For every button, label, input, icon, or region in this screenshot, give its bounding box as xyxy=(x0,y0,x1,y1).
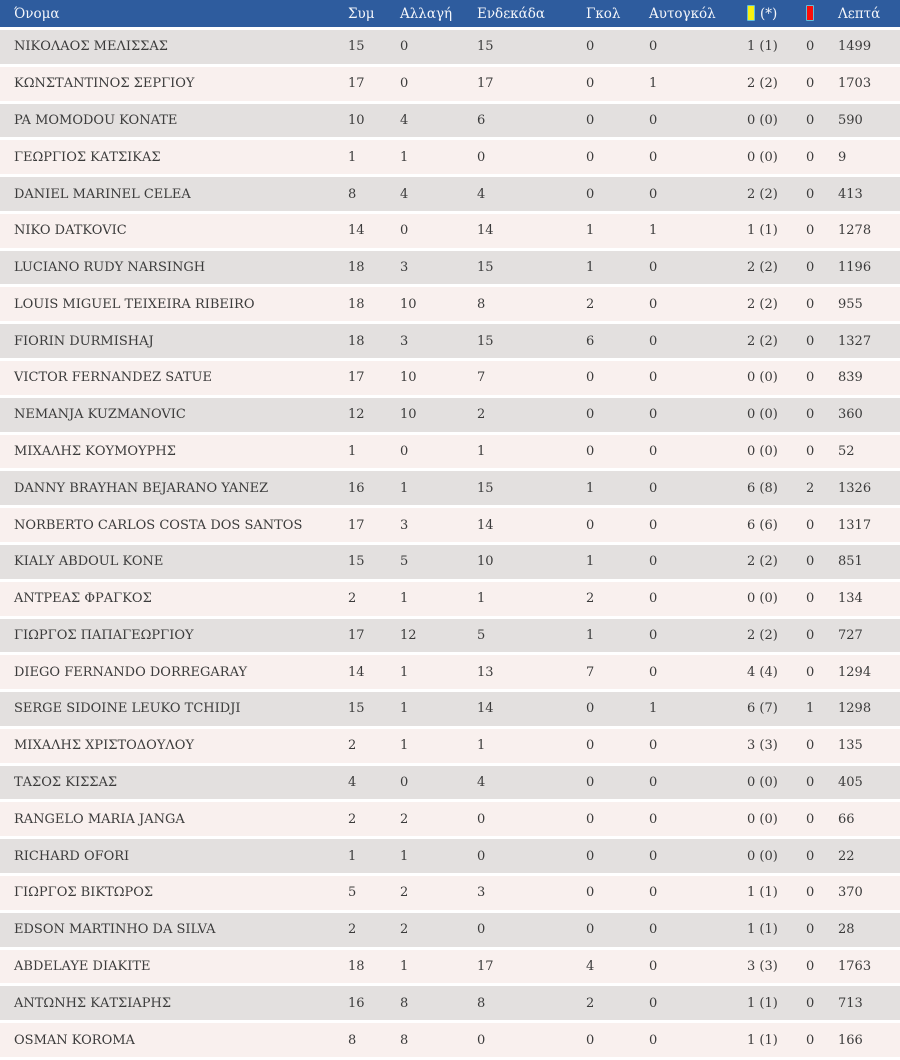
own-goals-value: 0 xyxy=(641,30,739,67)
appearances-value: 17 xyxy=(340,361,392,398)
yellow-cards-value: 6 (6) xyxy=(739,508,798,545)
red-cards-value: 0 xyxy=(798,582,830,619)
minutes-value: 1298 xyxy=(830,692,900,729)
minutes-value: 22 xyxy=(830,839,900,876)
starting-eleven-value: 15 xyxy=(469,324,578,361)
player-name[interactable]: EDSON MARTINHO DA SILVA xyxy=(0,913,340,950)
minutes-value: 1499 xyxy=(830,30,900,67)
player-row xyxy=(0,398,900,435)
red-cards-value: 2 xyxy=(798,471,830,508)
player-row xyxy=(0,802,900,839)
substitutions-value: 1 xyxy=(392,471,469,508)
own-goals-value: 0 xyxy=(641,876,739,913)
player-name[interactable]: DANNY BRAYHAN BEJARANO YANEZ xyxy=(0,471,340,508)
goals-value: 0 xyxy=(578,729,641,766)
yellow-cards-value: 0 (0) xyxy=(739,839,798,876)
column-header-substitutions: Αλλαγή xyxy=(392,0,469,30)
player-name[interactable]: NIKO DATKOVIC xyxy=(0,214,340,251)
player-row xyxy=(0,140,900,177)
minutes-value: 1196 xyxy=(830,251,900,288)
own-goals-value: 0 xyxy=(641,582,739,619)
player-row xyxy=(0,655,900,692)
yellow-cards-value: 3 (3) xyxy=(739,950,798,987)
red-cards-value: 0 xyxy=(798,435,830,472)
column-header-starting-eleven: Ενδεκάδα xyxy=(469,0,578,30)
player-name[interactable]: ΜΙΧΑΛΗΣ ΚΟΥΜΟΥΡΗΣ xyxy=(0,435,340,472)
own-goals-value: 0 xyxy=(641,104,739,141)
player-row xyxy=(0,692,900,729)
starting-eleven-value: 1 xyxy=(469,582,578,619)
goals-value: 0 xyxy=(578,67,641,104)
appearances-value: 1 xyxy=(340,140,392,177)
starting-eleven-value: 0 xyxy=(469,913,578,950)
player-row xyxy=(0,471,900,508)
player-name[interactable]: DANIEL MARINEL CELEA xyxy=(0,177,340,214)
player-name[interactable]: KIALY ABDOUL KONE xyxy=(0,545,340,582)
substitutions-value: 1 xyxy=(392,655,469,692)
player-row xyxy=(0,766,900,803)
red-cards-value: 0 xyxy=(798,950,830,987)
player-name[interactable]: ΓΙΩΡΓΟΣ ΠΑΠΑΓΕΩΡΓΙΟΥ xyxy=(0,619,340,656)
minutes-value: 413 xyxy=(830,177,900,214)
yellow-cards-value: 2 (2) xyxy=(739,545,798,582)
substitutions-value: 12 xyxy=(392,619,469,656)
own-goals-value: 0 xyxy=(641,324,739,361)
substitutions-value: 0 xyxy=(392,214,469,251)
red-cards-value: 0 xyxy=(798,361,830,398)
red-cards-value: 0 xyxy=(798,104,830,141)
goals-value: 0 xyxy=(578,802,641,839)
starting-eleven-value: 17 xyxy=(469,950,578,987)
yellow-cards-value: 1 (1) xyxy=(739,913,798,950)
own-goals-value: 0 xyxy=(641,398,739,435)
player-name[interactable]: ΚΩΝΣΤΑΝΤΙΝΟΣ ΣΕΡΓΙΟΥ xyxy=(0,67,340,104)
minutes-value: 405 xyxy=(830,766,900,803)
player-name[interactable]: SERGE SIDOINE LEUKO TCHIDJI xyxy=(0,692,340,729)
column-header-goals: Γκολ xyxy=(578,0,641,30)
substitutions-value: 1 xyxy=(392,729,469,766)
starting-eleven-value: 7 xyxy=(469,361,578,398)
yellow-cards-value: 2 (2) xyxy=(739,619,798,656)
substitutions-value: 5 xyxy=(392,545,469,582)
player-row xyxy=(0,251,900,288)
red-cards-value: 0 xyxy=(798,140,830,177)
own-goals-value: 1 xyxy=(641,214,739,251)
appearances-value: 2 xyxy=(340,913,392,950)
player-row xyxy=(0,508,900,545)
own-goals-value: 0 xyxy=(641,545,739,582)
yellow-cards-value: 1 (1) xyxy=(739,30,798,67)
minutes-value: 1763 xyxy=(830,950,900,987)
substitutions-value: 2 xyxy=(392,876,469,913)
minutes-value: 135 xyxy=(830,729,900,766)
appearances-value: 17 xyxy=(340,508,392,545)
starting-eleven-value: 0 xyxy=(469,802,578,839)
own-goals-value: 0 xyxy=(641,251,739,288)
column-header-name: Όνομα xyxy=(0,0,340,30)
appearances-value: 2 xyxy=(340,802,392,839)
appearances-value: 18 xyxy=(340,287,392,324)
column-header-own-goals: Αυτογκόλ xyxy=(641,0,739,30)
yellow-cards-value: 0 (0) xyxy=(739,582,798,619)
substitutions-value: 10 xyxy=(392,287,469,324)
goals-value: 1 xyxy=(578,214,641,251)
appearances-value: 17 xyxy=(340,619,392,656)
goals-value: 0 xyxy=(578,104,641,141)
player-name[interactable]: VICTOR FERNANDEZ SATUE xyxy=(0,361,340,398)
appearances-value: 16 xyxy=(340,471,392,508)
substitutions-value: 0 xyxy=(392,67,469,104)
substitutions-value: 3 xyxy=(392,324,469,361)
minutes-value: 166 xyxy=(830,1023,900,1060)
goals-value: 7 xyxy=(578,655,641,692)
minutes-value: 9 xyxy=(830,140,900,177)
red-cards-value: 0 xyxy=(798,802,830,839)
player-row xyxy=(0,986,900,1023)
column-header-yellow-cards xyxy=(739,0,798,30)
column-header-appearances: Συμ xyxy=(340,0,392,30)
goals-value: 0 xyxy=(578,692,641,729)
player-row xyxy=(0,177,900,214)
minutes-value: 28 xyxy=(830,913,900,950)
minutes-value: 839 xyxy=(830,361,900,398)
player-name[interactable]: ΜΙΧΑΛΗΣ ΧΡΙΣΤΟΔΟΥΛΟΥ xyxy=(0,729,340,766)
player-row xyxy=(0,545,900,582)
goals-value: 2 xyxy=(578,582,641,619)
appearances-value: 16 xyxy=(340,986,392,1023)
yellow-cards-value: 2 (2) xyxy=(739,287,798,324)
appearances-value: 12 xyxy=(340,398,392,435)
starting-eleven-value: 0 xyxy=(469,1023,578,1060)
column-header-minutes: Λεπτά xyxy=(830,0,900,30)
own-goals-value: 0 xyxy=(641,766,739,803)
player-name[interactable]: NORBERTO CARLOS COSTA DOS SANTOS xyxy=(0,508,340,545)
yellow-card-note: (*) xyxy=(760,6,778,22)
player-row xyxy=(0,1023,900,1060)
own-goals-value: 0 xyxy=(641,508,739,545)
substitutions-value: 1 xyxy=(392,692,469,729)
minutes-value: 851 xyxy=(830,545,900,582)
appearances-value: 15 xyxy=(340,692,392,729)
appearances-value: 14 xyxy=(340,214,392,251)
own-goals-value: 0 xyxy=(641,729,739,766)
substitutions-value: 0 xyxy=(392,30,469,67)
player-row xyxy=(0,287,900,324)
red-cards-value: 0 xyxy=(798,766,830,803)
minutes-value: 66 xyxy=(830,802,900,839)
own-goals-value: 0 xyxy=(641,619,739,656)
own-goals-value: 0 xyxy=(641,361,739,398)
substitutions-value: 0 xyxy=(392,766,469,803)
appearances-value: 8 xyxy=(340,1023,392,1060)
minutes-value: 727 xyxy=(830,619,900,656)
red-cards-value: 0 xyxy=(798,398,830,435)
player-name[interactable]: RANGELO MARIA JANGA xyxy=(0,802,340,839)
starting-eleven-value: 15 xyxy=(469,251,578,288)
appearances-value: 4 xyxy=(340,766,392,803)
red-cards-value: 0 xyxy=(798,1023,830,1060)
player-row xyxy=(0,839,900,876)
red-cards-value: 0 xyxy=(798,251,830,288)
yellow-cards-value: 2 (2) xyxy=(739,67,798,104)
red-cards-value: 0 xyxy=(798,214,830,251)
own-goals-value: 0 xyxy=(641,140,739,177)
red-cards-value: 0 xyxy=(798,30,830,67)
starting-eleven-value: 1 xyxy=(469,435,578,472)
red-cards-value: 0 xyxy=(798,729,830,766)
substitutions-value: 1 xyxy=(392,582,469,619)
starting-eleven-value: 6 xyxy=(469,104,578,141)
own-goals-value: 1 xyxy=(641,67,739,104)
substitutions-value: 1 xyxy=(392,140,469,177)
yellow-cards-value: 1 (1) xyxy=(739,214,798,251)
table-body xyxy=(0,30,900,1060)
own-goals-value: 0 xyxy=(641,986,739,1023)
substitutions-value: 2 xyxy=(392,913,469,950)
yellow-cards-value: 0 (0) xyxy=(739,398,798,435)
minutes-value: 590 xyxy=(830,104,900,141)
goals-value: 0 xyxy=(578,913,641,950)
substitutions-value: 8 xyxy=(392,986,469,1023)
starting-eleven-value: 8 xyxy=(469,287,578,324)
player-row xyxy=(0,361,900,398)
appearances-value: 10 xyxy=(340,104,392,141)
own-goals-value: 0 xyxy=(641,177,739,214)
red-cards-value: 1 xyxy=(798,692,830,729)
red-cards-value: 0 xyxy=(798,986,830,1023)
own-goals-value: 0 xyxy=(641,287,739,324)
appearances-value: 14 xyxy=(340,655,392,692)
minutes-value: 134 xyxy=(830,582,900,619)
substitutions-value: 10 xyxy=(392,361,469,398)
starting-eleven-value: 10 xyxy=(469,545,578,582)
yellow-cards-value: 6 (7) xyxy=(739,692,798,729)
substitutions-value: 0 xyxy=(392,435,469,472)
starting-eleven-value: 17 xyxy=(469,67,578,104)
red-cards-value: 0 xyxy=(798,508,830,545)
player-name[interactable]: DIEGO FERNANDO DORREGARAY xyxy=(0,655,340,692)
starting-eleven-value: 13 xyxy=(469,655,578,692)
starting-eleven-value: 1 xyxy=(469,729,578,766)
yellow-cards-value: 0 (0) xyxy=(739,140,798,177)
own-goals-value: 0 xyxy=(641,655,739,692)
goals-value: 0 xyxy=(578,140,641,177)
yellow-cards-value: 3 (3) xyxy=(739,729,798,766)
starting-eleven-value: 8 xyxy=(469,986,578,1023)
substitutions-value: 3 xyxy=(392,508,469,545)
player-name[interactable]: ΓΙΩΡΓΟΣ ΒΙΚΤΩΡΟΣ xyxy=(0,876,340,913)
appearances-value: 17 xyxy=(340,67,392,104)
yellow-cards-value: 2 (2) xyxy=(739,251,798,288)
goals-value: 0 xyxy=(578,435,641,472)
yellow-cards-value: 2 (2) xyxy=(739,324,798,361)
red-cards-value: 0 xyxy=(798,545,830,582)
own-goals-value: 0 xyxy=(641,1023,739,1060)
minutes-value: 1327 xyxy=(830,324,900,361)
starting-eleven-value: 3 xyxy=(469,876,578,913)
goals-value: 0 xyxy=(578,1023,641,1060)
appearances-value: 15 xyxy=(340,30,392,67)
appearances-value: 1 xyxy=(340,435,392,472)
red-cards-value: 0 xyxy=(798,287,830,324)
red-cards-value: 0 xyxy=(798,876,830,913)
goals-value: 0 xyxy=(578,177,641,214)
appearances-value: 15 xyxy=(340,545,392,582)
starting-eleven-value: 2 xyxy=(469,398,578,435)
substitutions-value: 2 xyxy=(392,802,469,839)
goals-value: 4 xyxy=(578,950,641,987)
goals-value: 0 xyxy=(578,876,641,913)
appearances-value: 1 xyxy=(340,839,392,876)
player-row xyxy=(0,104,900,141)
goals-value: 1 xyxy=(578,251,641,288)
own-goals-value: 1 xyxy=(641,692,739,729)
player-name[interactable]: LUCIANO RUDY NARSINGH xyxy=(0,251,340,288)
yellow-cards-value: 0 (0) xyxy=(739,766,798,803)
player-name[interactable]: ΑΝΤΩΝΗΣ ΚΑΤΣΙΑΡΗΣ xyxy=(0,986,340,1023)
player-name[interactable]: FIORIN DURMISHAJ xyxy=(0,324,340,361)
yellow-cards-value: 1 (1) xyxy=(739,986,798,1023)
appearances-value: 8 xyxy=(340,177,392,214)
substitutions-value: 4 xyxy=(392,104,469,141)
own-goals-value: 0 xyxy=(641,802,739,839)
minutes-value: 955 xyxy=(830,287,900,324)
starting-eleven-value: 4 xyxy=(469,766,578,803)
yellow-cards-value: 1 (1) xyxy=(739,876,798,913)
minutes-value: 1278 xyxy=(830,214,900,251)
yellow-cards-value: 6 (8) xyxy=(739,471,798,508)
goals-value: 1 xyxy=(578,545,641,582)
minutes-value: 370 xyxy=(830,876,900,913)
player-row xyxy=(0,619,900,656)
starting-eleven-value: 15 xyxy=(469,471,578,508)
yellow-cards-value: 0 (0) xyxy=(739,104,798,141)
table-header xyxy=(0,0,900,30)
player-row xyxy=(0,950,900,987)
starting-eleven-value: 14 xyxy=(469,692,578,729)
goals-value: 2 xyxy=(578,287,641,324)
goals-value: 2 xyxy=(578,986,641,1023)
own-goals-value: 0 xyxy=(641,839,739,876)
substitutions-value: 8 xyxy=(392,1023,469,1060)
goals-value: 0 xyxy=(578,839,641,876)
player-row xyxy=(0,913,900,950)
appearances-value: 2 xyxy=(340,729,392,766)
red-cards-value: 0 xyxy=(798,177,830,214)
starting-eleven-value: 0 xyxy=(469,140,578,177)
player-name[interactable]: ΑΝΤΡΕΑΣ ΦΡΑΓΚΟΣ xyxy=(0,582,340,619)
goals-value: 0 xyxy=(578,361,641,398)
yellow-cards-value: 2 (2) xyxy=(739,177,798,214)
player-row xyxy=(0,30,900,67)
starting-eleven-value: 14 xyxy=(469,214,578,251)
player-name[interactable]: ΓΕΩΡΓΙΟΣ ΚΑΤΣΙΚΑΣ xyxy=(0,140,340,177)
minutes-value: 1294 xyxy=(830,655,900,692)
substitutions-value: 1 xyxy=(392,950,469,987)
player-row xyxy=(0,876,900,913)
player-row xyxy=(0,214,900,251)
minutes-value: 1326 xyxy=(830,471,900,508)
player-name[interactable]: PA MOMODOU KONATE xyxy=(0,104,340,141)
starting-eleven-value: 4 xyxy=(469,177,578,214)
starting-eleven-value: 5 xyxy=(469,619,578,656)
appearances-value: 5 xyxy=(340,876,392,913)
player-row xyxy=(0,435,900,472)
goals-value: 6 xyxy=(578,324,641,361)
substitutions-value: 4 xyxy=(392,177,469,214)
starting-eleven-value: 14 xyxy=(469,508,578,545)
red-cards-value: 0 xyxy=(798,839,830,876)
player-row xyxy=(0,324,900,361)
player-name[interactable]: ABDELAYE DIAKITE xyxy=(0,950,340,987)
goals-value: 0 xyxy=(578,508,641,545)
player-row xyxy=(0,67,900,104)
minutes-value: 713 xyxy=(830,986,900,1023)
red-cards-value: 0 xyxy=(798,67,830,104)
player-name[interactable]: ΝΙΚΟΛΑΟΣ ΜΕΛΙΣΣΑΣ xyxy=(0,30,340,67)
own-goals-value: 0 xyxy=(641,435,739,472)
goals-value: 0 xyxy=(578,30,641,67)
own-goals-value: 0 xyxy=(641,913,739,950)
yellow-cards-value: 4 (4) xyxy=(739,655,798,692)
goals-value: 0 xyxy=(578,398,641,435)
player-row xyxy=(0,582,900,619)
red-cards-value: 0 xyxy=(798,619,830,656)
appearances-value: 18 xyxy=(340,324,392,361)
minutes-value: 52 xyxy=(830,435,900,472)
minutes-value: 360 xyxy=(830,398,900,435)
appearances-value: 18 xyxy=(340,251,392,288)
substitutions-value: 1 xyxy=(392,839,469,876)
minutes-value: 1317 xyxy=(830,508,900,545)
player-name[interactable]: NEMANJA KUZMANOVIC xyxy=(0,398,340,435)
own-goals-value: 0 xyxy=(641,471,739,508)
appearances-value: 18 xyxy=(340,950,392,987)
yellow-cards-value: 0 (0) xyxy=(739,361,798,398)
player-name[interactable]: LOUIS MIGUEL TEIXEIRA RIBEIRO xyxy=(0,287,340,324)
red-card-icon xyxy=(806,5,814,21)
own-goals-value: 0 xyxy=(641,950,739,987)
red-cards-value: 0 xyxy=(798,913,830,950)
starting-eleven-value: 15 xyxy=(469,30,578,67)
red-cards-value: 0 xyxy=(798,655,830,692)
player-name[interactable]: RICHARD OFORI xyxy=(0,839,340,876)
substitutions-value: 3 xyxy=(392,251,469,288)
goals-value: 1 xyxy=(578,619,641,656)
substitutions-value: 10 xyxy=(392,398,469,435)
yellow-cards-value: 0 (0) xyxy=(739,435,798,472)
player-row xyxy=(0,729,900,766)
starting-eleven-value: 0 xyxy=(469,839,578,876)
player-name[interactable]: OSMAN KOROMA xyxy=(0,1023,340,1060)
red-cards-value: 0 xyxy=(798,324,830,361)
goals-value: 0 xyxy=(578,766,641,803)
column-header-red-cards xyxy=(798,0,830,30)
goals-value: 1 xyxy=(578,471,641,508)
yellow-card-icon xyxy=(747,5,755,21)
yellow-cards-value: 1 (1) xyxy=(739,1023,798,1060)
appearances-value: 2 xyxy=(340,582,392,619)
player-name[interactable]: ΤΑΣΟΣ ΚΙΣΣΑΣ xyxy=(0,766,340,803)
yellow-cards-value: 0 (0) xyxy=(739,802,798,839)
minutes-value: 1703 xyxy=(830,67,900,104)
